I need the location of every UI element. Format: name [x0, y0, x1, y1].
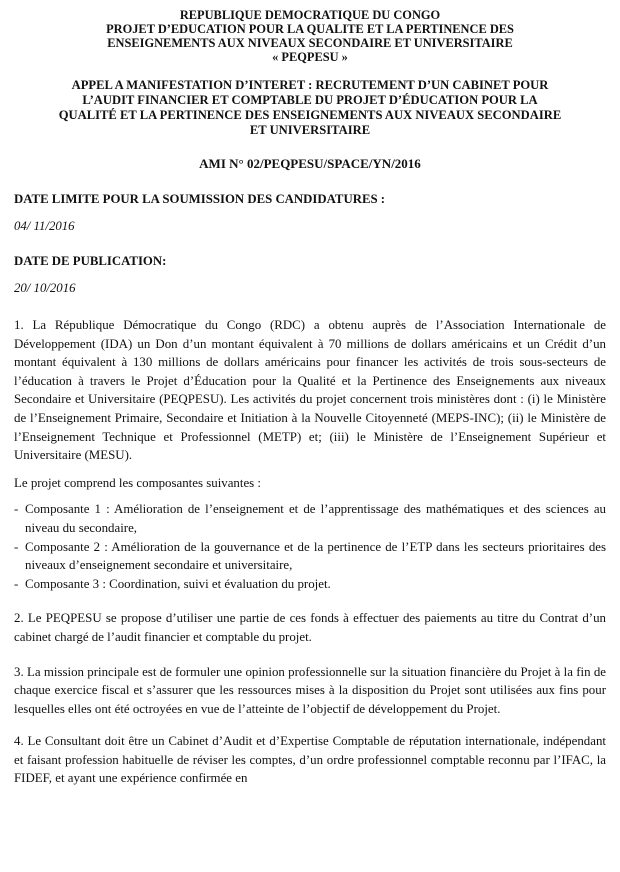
paragraph-4: 4. Le Consultant doit être un Cabinet d’Audit et d’Expertise Comptable de réputation internationale, indépendant et faisant profession habituelle de réviser les comptes, d’un ordre professionnel comptable reconnu par l’IFAC, la FIDEF, et ayant une expérience confirmée en — [14, 734, 606, 786]
list-item — [14, 500, 606, 537]
paragraph-1: 1. La République Démocratique du Congo (RDC) a obtenu auprès de l’Association Internationale de Développement (IDA) un Don d’un montant équivalent à 70 millions de dollars américains et un Crédit d’un montant équivalent à 130 millions de dollars américains pour financer les activités de trois sous-secteurs de l’éducation à travers le Projet d’Éducation pour la Qualité et la Pertinence des Enseignements aux niveaux Secondaire et Universitaire (PEQPESU). Les activités du projet concernent trois ministères dont : (i) le Ministère de l’Enseignement Primaire, Secondaire et Initiation à la Nouvelle Citoyenneté (MEPS-INC); (ii) le Ministère de l’Enseignement Technique et Professionnel (METP) et; (iii) le Ministère de l’Enseignement Supérieur et Universitaire (MESU). — [14, 318, 606, 463]
component-3: Composante 3 : Coordination, suivi et évaluation du projet. — [25, 576, 331, 591]
components-list — [14, 500, 606, 593]
component-1: Composante 1 : Amélioration de l’enseignement et de l’apprentissage des mathématiques et des sciences au niveau du secondaire, — [25, 502, 606, 535]
list-bullet: - — [14, 539, 19, 554]
publication-date: 20/ 10/2016 — [14, 281, 76, 295]
subject-line-4: ET UNIVERSITAIRE — [249, 123, 371, 137]
header-line-project-2: ENSEIGNEMENTS AUX NIVEAUX SECONDAIRE ET UNIVERSITAIRE — [107, 36, 513, 50]
list-item — [14, 575, 606, 594]
list-bullet: - — [14, 576, 19, 591]
paragraph-2: 2. Le PEQPESU se propose d’utiliser une partie de ces fonds à effectuer des paiements au titre du Contrat d’un cabinet chargé de l’audit financier et comptable du projet. — [14, 611, 606, 644]
ami-number: AMI N° 02/PEQPESU/SPACE/YN/2016 — [199, 156, 421, 171]
header-line-acronym: « PEQPESU » — [272, 50, 348, 64]
component-2: Composante 2 : Amélioration de la gouvernance et de la pertinence de l’ETP dans les secteurs prioritaires des niveaux d’enseignement secondaire et universitaire, — [25, 539, 606, 573]
paragraph-3: 3. La mission principale est de formuler une opinion professionnelle sur la situation financière du Projet à la fin de chaque exercice fiscal et s’assurer que les ressources mises à la disposition du Projet sont utilisées aux fins pour lesquelles elles ont été octroyées en vue de l’atteinte de l’objectif de développement du Projet. — [14, 664, 606, 716]
publication-label: DATE DE PUBLICATION: — [14, 254, 167, 268]
document-header — [14, 8, 606, 64]
components-intro: Le projet comprend les composantes suivantes : — [14, 475, 262, 490]
notice-subject — [14, 78, 606, 138]
header-line-country: REPUBLIQUE DEMOCRATIQUE DU CONGO — [179, 8, 441, 22]
subject-line-2: L’AUDIT FINANCIER ET COMPTABLE DU PROJET D’ÉDUCATION POUR LA — [82, 93, 538, 107]
list-item — [14, 538, 606, 575]
deadline-label: DATE LIMITE POUR LA SOUMISSION DES CANDIDATURES : — [14, 192, 386, 206]
subject-line-3: QUALITÉ ET LA PERTINENCE DES ENSEIGNEMENTS AUX NIVEAUX SECONDAIRE — [58, 108, 562, 122]
list-bullet: - — [14, 502, 19, 517]
subject-line-1: APPEL A MANIFESTATION D’INTERET : RECRUTEMENT D’UN CABINET POUR — [71, 78, 549, 92]
header-line-project-1: PROJET D’EDUCATION POUR LA QUALITE ET LA PERTINENCE DES — [106, 22, 514, 36]
deadline-date: 04/ 11/2016 — [14, 219, 75, 233]
